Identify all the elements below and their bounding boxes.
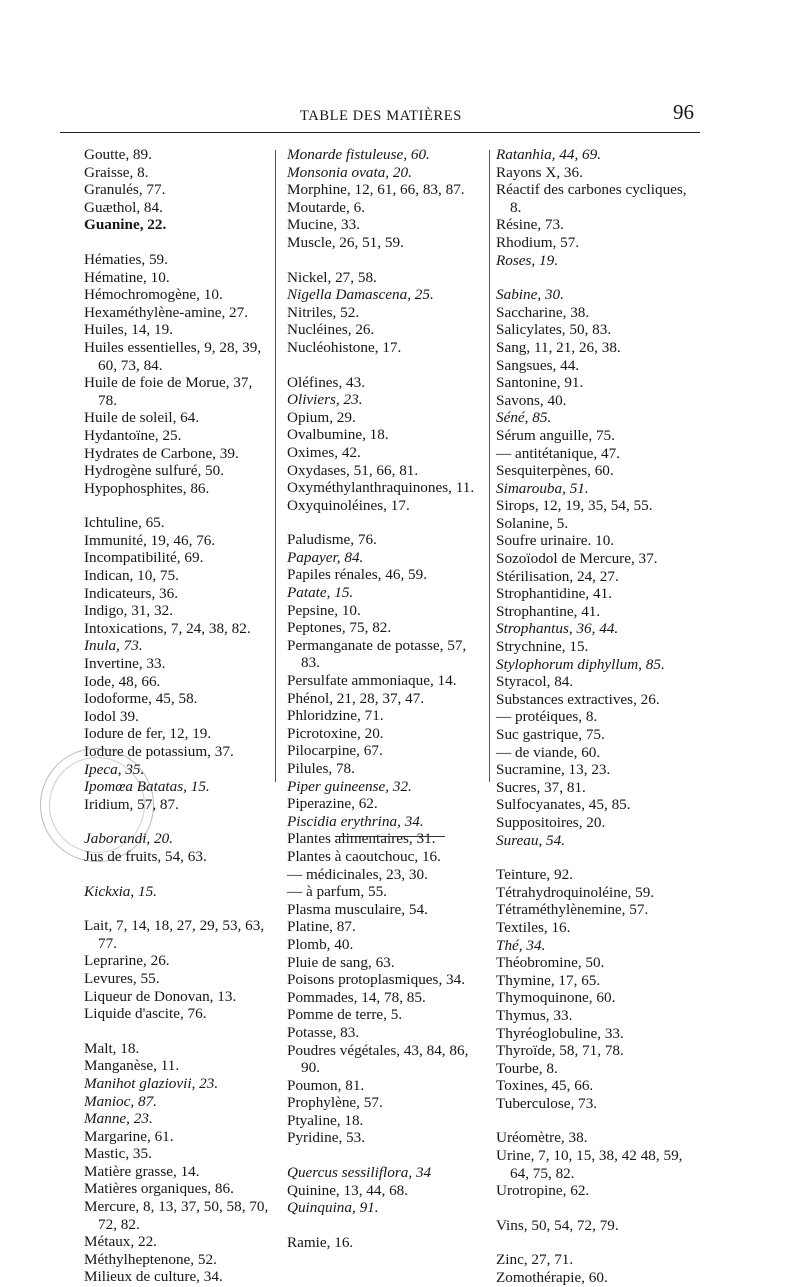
- index-entry: Incompatibilité, 69.: [84, 549, 204, 567]
- column-divider-2: [489, 150, 490, 782]
- index-entry: Iodol 39.: [84, 707, 139, 725]
- index-entry: — antitétanique, 47.: [496, 444, 620, 462]
- index-entry: Intoxications, 7, 24, 38, 82.: [84, 619, 251, 637]
- index-entry: Textiles, 16.: [496, 918, 571, 936]
- index-entry: Oliviers, 23.: [287, 391, 363, 409]
- index-entry: Leprarine, 26.: [84, 952, 170, 970]
- index-entry: Phénol, 21, 28, 37, 47.: [287, 689, 425, 707]
- index-entry: Oléfines, 43.: [287, 373, 366, 391]
- index-entry: Iridium, 57, 87.: [84, 795, 179, 813]
- index-entry: Ratanhia, 44, 69.: [496, 146, 602, 163]
- index-entry: Oxyméthylanthraquinones, 11.: [287, 479, 475, 497]
- index-entry: Plomb, 40.: [287, 935, 354, 953]
- index-entry: Thé, 34.: [496, 936, 546, 954]
- section-gap: [496, 1234, 700, 1251]
- index-entry: Hématine, 10.: [84, 268, 170, 286]
- index-entry: Nucléines, 26.: [287, 321, 375, 339]
- index-entry: Ipeca, 35.: [84, 760, 145, 778]
- index-entry: Quinine, 13, 44, 68.: [287, 1181, 409, 1199]
- index-entry: Thyroïde, 58, 71, 78.: [496, 1042, 624, 1060]
- index-entry: Ramie, 16.: [287, 1233, 354, 1251]
- index-entry: Vins, 50, 54, 72, 79.: [496, 1216, 619, 1234]
- index-entry: Styracol, 84.: [496, 673, 574, 691]
- index-entry: Thymine, 17, 65.: [496, 971, 601, 989]
- index-entry: Zinc, 27, 71.: [496, 1251, 574, 1269]
- index-entry: Papiles rénales, 46, 59.: [287, 566, 428, 584]
- index-entry: Poudres végétales, 43, 84, 86, 90.: [287, 1041, 469, 1077]
- index-entry: Manioc, 87.: [84, 1092, 157, 1110]
- index-entry: Pilocarpine, 67.: [287, 742, 383, 760]
- index-entry: Huile de soleil, 64.: [84, 409, 200, 427]
- index-entry: Poisons protoplasmiques, 34.: [287, 971, 466, 989]
- index-entry: Guanine, 22.: [84, 216, 167, 234]
- index-entry: Prophylène, 57.: [287, 1094, 383, 1112]
- section-gap: [287, 1217, 489, 1234]
- index-entry: Indican, 10, 75.: [84, 567, 179, 585]
- index-entry: Potasse, 83.: [287, 1023, 360, 1041]
- index-column-1: [84, 146, 269, 1286]
- section-gap: [84, 900, 269, 917]
- index-entry: Invertine, 33.: [84, 655, 166, 673]
- index-entry: Oxydases, 51, 66, 81.: [287, 461, 419, 479]
- index-entry: Toxines, 45, 66.: [496, 1077, 594, 1095]
- index-entry: Liquide d'ascite, 76.: [84, 1005, 207, 1023]
- index-entry: Indigo, 31, 32.: [84, 602, 174, 620]
- index-entry: Ptyaline, 18.: [287, 1111, 364, 1129]
- index-entry: Hydrates de Carbone, 39.: [84, 444, 239, 462]
- footer-rule: [335, 836, 445, 837]
- index-entry: Stérilisation, 24, 27.: [496, 567, 619, 585]
- index-entry: Méthylheptenone, 52.: [84, 1250, 217, 1268]
- index-entry: Matières organiques, 86.: [84, 1180, 234, 1198]
- index-entry: Manihot glaziovii, 23.: [84, 1074, 219, 1092]
- index-entry: Monsonia ovata, 20.: [287, 163, 412, 181]
- index-entry: Poumon, 81.: [287, 1076, 365, 1094]
- index-entry: Iode, 48, 66.: [84, 672, 161, 690]
- index-column-3: [496, 146, 700, 1287]
- index-entry: Strophantus, 36, 44.: [496, 620, 619, 638]
- index-entry: Muscle, 26, 51, 59.: [287, 233, 404, 251]
- index-entry: Pepsine, 10.: [287, 601, 361, 619]
- index-entry: Rayons X, 36.: [496, 163, 583, 181]
- index-entry: — de viande, 60.: [496, 743, 601, 761]
- index-entry: Savons, 40.: [496, 391, 567, 409]
- index-entry: Huiles essentielles, 9, 28, 39, 60, 73, 84.: [84, 338, 262, 374]
- index-entry: Sérum anguille, 75.: [496, 426, 615, 444]
- index-entry: Strychnine, 15.: [496, 638, 589, 656]
- index-entry: Iodure de fer, 12, 19.: [84, 725, 212, 743]
- index-entry: Tétraméthylènemine, 57.: [496, 901, 649, 919]
- index-entry: Pilules, 78.: [287, 760, 355, 777]
- index-entry: Huile de foie de Morue, 37, 78.: [84, 374, 253, 409]
- index-entry: Pomme de terre, 5.: [287, 1006, 403, 1024]
- index-entry: Teinture, 92.: [496, 866, 573, 884]
- index-entry: Strophantine, 41.: [496, 602, 601, 620]
- section-gap: [84, 1023, 269, 1040]
- index-entry: Inula, 73.: [84, 637, 143, 655]
- index-entry: Sucramine, 13, 23.: [496, 761, 611, 779]
- index-entry: Hydantoïne, 25.: [84, 426, 182, 444]
- section-gap: [287, 1147, 489, 1164]
- section-gap: [496, 1200, 700, 1217]
- index-entry: Malt, 18.: [84, 1039, 140, 1057]
- index-entry: Hématies, 59.: [84, 250, 168, 268]
- index-entry: Urotropine, 62.: [496, 1182, 590, 1200]
- index-entry: Ipomœa Batatas, 15.: [84, 778, 210, 796]
- index-entry: Matière grasse, 14.: [84, 1162, 200, 1180]
- index-entry: Opium, 29.: [287, 408, 356, 426]
- index-entry: Indicateurs, 36.: [84, 584, 179, 602]
- index-entry: Iodoforme, 45, 58.: [84, 690, 198, 708]
- index-entry: Suppositoires, 20.: [496, 813, 606, 831]
- index-entry: Nigella Damascena, 25.: [287, 286, 434, 304]
- index-entry: Soufre urinaire. 10.: [496, 532, 615, 550]
- index-entry: Plasma musculaire, 54.: [287, 900, 428, 918]
- index-entry: — protéiques, 8.: [496, 708, 598, 726]
- index-entry: Hypophosphites, 86.: [84, 479, 210, 497]
- index-entry: — médicinales, 23, 30.: [287, 865, 428, 883]
- library-stamp: [40, 748, 154, 862]
- index-entry: Salicylates, 50, 83.: [496, 321, 612, 339]
- index-entry: Roses, 19.: [496, 251, 559, 269]
- index-entry: Urine, 7, 10, 15, 38, 42 48, 59, 64, 75, 82.: [496, 1147, 683, 1182]
- index-entry: Liqueur de Donovan, 13.: [84, 987, 237, 1005]
- index-entry: Tuberculose, 73.: [496, 1094, 598, 1112]
- index-entry: Hexaméthylène-amine, 27.: [84, 303, 249, 321]
- index-entry: Moutarde, 6.: [287, 198, 366, 216]
- index-entry: Granulés, 77.: [84, 181, 166, 199]
- index-entry: Immunité, 19, 46, 76.: [84, 531, 216, 549]
- index-entry: Métaux, 22.: [84, 1233, 157, 1251]
- index-entry: Ovalbumine, 18.: [287, 426, 389, 444]
- section-gap: [84, 497, 269, 514]
- column-divider-1: [275, 150, 276, 782]
- page-number: 96: [673, 100, 694, 124]
- index-entry: Saccharine, 38.: [496, 303, 590, 321]
- index-entry: Lait, 7, 14, 18, 27, 29, 53, 63, 77.: [84, 917, 265, 952]
- index-entry: Séné, 85.: [496, 409, 552, 427]
- section-gap: [84, 234, 269, 251]
- index-entry: Hémochromogène, 10.: [84, 286, 223, 304]
- page-header: [60, 98, 700, 132]
- index-entry: Sureau, 54.: [496, 831, 566, 849]
- index-entry: Piper guineense, 32.: [287, 777, 412, 795]
- index-entry: Phloridzine, 71.: [287, 707, 384, 725]
- index-entry: Mastic, 35.: [84, 1145, 152, 1163]
- index-entry: Sabine, 30.: [496, 286, 564, 304]
- index-entry: — à parfum, 55.: [287, 883, 387, 901]
- index-entry: Pyridine, 53.: [287, 1129, 366, 1147]
- index-entry: Huiles, 14, 19.: [84, 321, 174, 339]
- index-entry: Patate, 15.: [287, 584, 354, 602]
- index-entry: Nitriles, 52.: [287, 303, 360, 321]
- index-entry: Sozoïodol de Mercure, 37.: [496, 550, 658, 568]
- index-entry: Plantes alimentaires, 31.: [287, 830, 436, 848]
- index-entry: Pluie de sang, 63.: [287, 953, 395, 971]
- index-entry: Milieux de culture, 34.: [84, 1268, 223, 1286]
- section-gap: [496, 1112, 700, 1129]
- index-entry: Guæthol, 84.: [84, 198, 163, 216]
- index-entry: Sangsues, 44.: [496, 356, 580, 374]
- index-entry: Rhodium, 57.: [496, 233, 580, 251]
- index-entry: Manganèse, 11.: [84, 1057, 180, 1075]
- index-entry: Uréomètre, 38.: [496, 1129, 588, 1147]
- index-entry: Santonine, 91.: [496, 374, 584, 392]
- index-entry: Piperazine, 62.: [287, 795, 378, 813]
- index-entry: Réactif des carbones cycliques, 8.: [496, 181, 687, 216]
- index-entry: Mucine, 33.: [287, 216, 360, 234]
- index-entry: Thymoquinone, 60.: [496, 989, 616, 1007]
- index-entry: Monarde fistuleuse, 60.: [287, 146, 430, 163]
- index-entry: Papayer, 84.: [287, 548, 364, 566]
- index-entry: Platine, 87.: [287, 918, 356, 936]
- index-entry: Sucres, 37, 81.: [496, 778, 586, 796]
- index-entry: Graisse, 8.: [84, 163, 149, 181]
- index-entry: Quercus sessiliflora, 34: [287, 1164, 432, 1182]
- index-entry: Ichtuline, 65.: [84, 514, 165, 532]
- section-gap: [287, 357, 489, 374]
- index-entry: Jaborandi, 20.: [84, 830, 174, 848]
- index-entry: Kickxia, 15.: [84, 882, 157, 900]
- index-entry: Picrotoxine, 20.: [287, 724, 384, 742]
- index-entry: Strophantidine, 41.: [496, 585, 613, 603]
- index-entry: Sulfocyanates, 45, 85.: [496, 796, 631, 814]
- section-gap: [287, 252, 489, 269]
- index-entry: Manne, 23.: [84, 1110, 153, 1128]
- index-entry: Oxyquinoléines, 17.: [287, 496, 410, 514]
- index-entry: Tourbe, 8.: [496, 1059, 558, 1077]
- section-gap: [287, 514, 489, 531]
- index-entry: Thyréoglobuline, 33.: [496, 1024, 624, 1042]
- index-entry: Stylophorum diphyllum, 85.: [496, 655, 665, 673]
- index-entry: Mercure, 8, 13, 37, 50, 58, 70, 72, 82.: [84, 1198, 269, 1233]
- index-entry: Résine, 73.: [496, 216, 564, 234]
- index-entry: Solanine, 5.: [496, 514, 569, 532]
- header-rule: [60, 132, 700, 133]
- index-entry: Sang, 11, 21, 26, 38.: [496, 338, 621, 356]
- index-entry: Jus de fruits, 54, 63.: [84, 847, 207, 865]
- index-entry: Simarouba, 51.: [496, 479, 589, 497]
- index-entry: Piscidia erythrina, 34.: [287, 812, 424, 830]
- index-entry: Substances extractives, 26.: [496, 690, 660, 708]
- index-entry: Sirops, 12, 19, 35, 54, 55.: [496, 497, 653, 515]
- index-entry: Suc gastrique, 75.: [496, 726, 605, 743]
- section-gap: [496, 849, 700, 866]
- index-entry: Morphine, 12, 61, 66, 83, 87.: [287, 181, 465, 199]
- index-entry: Persulfate ammoniaque, 14.: [287, 672, 457, 690]
- index-entry: Plantes à caoutchouc, 16.: [287, 847, 441, 865]
- index-entry: Margarine, 61.: [84, 1127, 174, 1145]
- index-entry: Zomothérapie, 60.: [496, 1269, 608, 1287]
- index-entry: Peptones, 75, 82.: [287, 619, 392, 637]
- index-entry: Paludisme, 76.: [287, 531, 377, 549]
- index-entry: Permanganate de potasse, 57, 83.: [287, 636, 467, 672]
- index-entry: Hydrogène sulfuré, 50.: [84, 462, 225, 480]
- section-gap: [496, 269, 700, 286]
- index-entry: Quinquina, 91.: [287, 1199, 379, 1217]
- index-entry: Nucléohistone, 17.: [287, 338, 402, 356]
- section-gap: [84, 866, 269, 883]
- index-entry: Pommades, 14, 78, 85.: [287, 988, 426, 1006]
- index-entry: Tétrahydroquinoléine, 59.: [496, 883, 655, 901]
- index-entry: Oximes, 42.: [287, 443, 361, 461]
- index-entry: Thymus, 33.: [496, 1006, 573, 1024]
- index-column-2: [287, 146, 489, 1251]
- index-entry: Goutte, 89.: [84, 146, 152, 163]
- index-entry: Sesquiterpènes, 60.: [496, 462, 614, 480]
- index-entry: Iodure de potassium, 37.: [84, 743, 234, 760]
- index-entry: Théobromine, 50.: [496, 954, 605, 972]
- index-entry: Levures, 55.: [84, 969, 160, 987]
- index-entry: Nickel, 27, 58.: [287, 268, 377, 286]
- running-title: TABLE DES MATIÈRES: [300, 108, 462, 124]
